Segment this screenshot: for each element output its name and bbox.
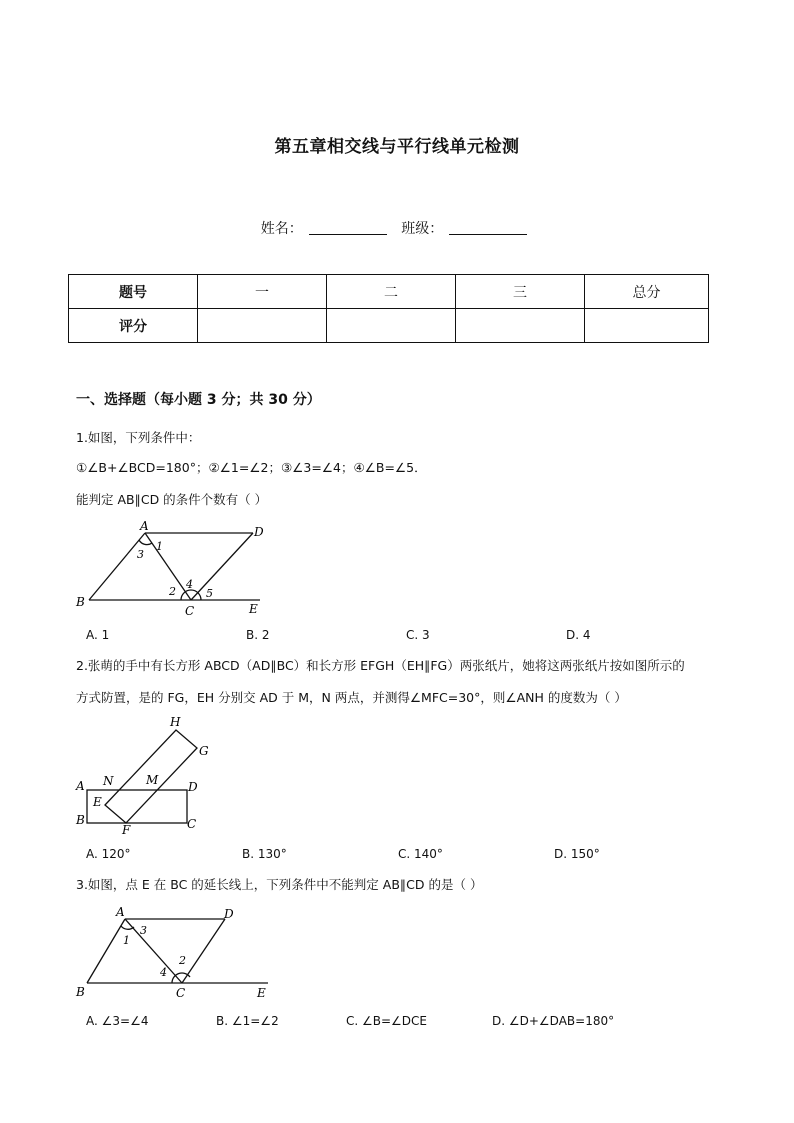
q2-label-g: G xyxy=(199,744,209,758)
section-heading: 一、选择题（每小题 3 分；共 30 分） xyxy=(76,392,321,408)
q1-option-b[interactable]: B. 2 xyxy=(246,628,270,642)
cell-total: 总分 xyxy=(585,275,709,309)
q1-line-ab xyxy=(89,533,145,600)
q1-angle-4: 4 xyxy=(186,578,193,591)
cell-question-no: 题号 xyxy=(69,275,198,309)
q3-line-cd xyxy=(182,919,225,983)
q2-line2: 方式防置，是的 FG，EH 分别交 AD 于 M，N 两点，并测得∠MFC=30°，则∠ANH 的度数为（ ） xyxy=(76,690,627,705)
q3-option-d[interactable]: D. ∠D+∠DAB=180° xyxy=(492,1014,615,1028)
q1-angle-5: 5 xyxy=(206,587,213,600)
q3-option-b[interactable]: B. ∠1=∠2 xyxy=(216,1014,279,1028)
q3-label-c: C xyxy=(176,986,186,1000)
q2-label-e: E xyxy=(93,795,102,809)
q2-label-c: C xyxy=(187,817,197,831)
q1-figure xyxy=(70,518,270,618)
q3-label-a: A xyxy=(116,905,125,919)
q2-label-n: N xyxy=(103,774,114,788)
q3-line-ac xyxy=(125,919,182,983)
q3-label-d: D xyxy=(224,907,234,921)
score-table-score-row xyxy=(69,309,709,343)
q3-angle-4: 4 xyxy=(160,966,167,979)
q1-option-c[interactable]: C. 3 xyxy=(406,628,430,642)
q3-option-c[interactable]: C. ∠B=∠DCE xyxy=(346,1014,428,1028)
name-blank[interactable] xyxy=(309,220,387,235)
q1-label-e: E xyxy=(249,602,258,616)
q3-line-ab xyxy=(87,919,125,983)
q3-angle-2: 2 xyxy=(179,954,186,967)
cell-part-1: 一 xyxy=(198,275,327,309)
q2-label-h: H xyxy=(170,715,181,729)
q2-label-m: M xyxy=(146,773,159,787)
q2-option-c[interactable]: C. 140° xyxy=(398,847,443,861)
score-input-total[interactable] xyxy=(585,309,709,343)
q2-rect-abcd xyxy=(87,790,187,823)
q1-label-c: C xyxy=(185,604,195,618)
q1-label-a: A xyxy=(140,519,149,533)
q1-angle-2: 2 xyxy=(169,585,176,598)
q2-line1: 2.张萌的手中有长方形 ABCD（AD∥BC）和长方形 EFGH（EH∥FG）两张纸片，她将这两张纸片按如图所示的 xyxy=(76,658,685,673)
q3-figure xyxy=(70,902,275,1002)
q1-line-cd xyxy=(191,533,253,600)
cell-score-label: 评分 xyxy=(69,309,198,343)
q2-option-d[interactable]: D. 150° xyxy=(554,847,600,861)
score-input-2[interactable] xyxy=(327,309,456,343)
score-input-3[interactable] xyxy=(456,309,585,343)
q1-option-a[interactable]: A. 1 xyxy=(86,628,110,642)
cell-part-3: 三 xyxy=(456,275,585,309)
q1-line3: 能判定 AB∥CD 的条件个数有（ ） xyxy=(76,492,268,507)
q3-angle-1: 1 xyxy=(123,934,130,947)
q1-line1: 1.如图，下列条件中： xyxy=(76,430,201,445)
q2-label-a: A xyxy=(76,779,85,793)
q3-angle-3: 3 xyxy=(140,924,147,937)
q1-line2: ①∠B+∠BCD=180°；②∠1=∠2；③∠3=∠4；④∠B=∠5． xyxy=(76,460,427,475)
q1-angle-1: 1 xyxy=(156,540,163,553)
q3-line1: 3.如图，点 E 在 BC 的延长线上，下列条件中不能判定 AB∥CD 的是（ ） xyxy=(76,877,483,892)
cell-part-2: 二 xyxy=(327,275,456,309)
q3-option-a[interactable]: A. ∠3=∠4 xyxy=(86,1014,149,1028)
name-label: 姓名： xyxy=(260,221,303,237)
page-title: 第五章相交线与平行线单元检测 xyxy=(274,137,520,157)
name-class-row xyxy=(0,218,794,238)
score-table-header-row xyxy=(69,275,709,309)
q2-label-f: F xyxy=(122,823,131,837)
q1-label-b: B xyxy=(76,595,85,609)
score-table xyxy=(68,274,709,343)
q1-label-d: D xyxy=(254,525,264,539)
score-input-1[interactable] xyxy=(198,309,327,343)
class-label: 班级： xyxy=(401,221,444,237)
q2-option-b[interactable]: B. 130° xyxy=(242,847,287,861)
class-blank[interactable] xyxy=(449,220,527,235)
q3-label-e: E xyxy=(257,986,266,1000)
q2-option-a[interactable]: A. 120° xyxy=(86,847,131,861)
q2-figure xyxy=(70,710,220,840)
q1-option-d[interactable]: D. 4 xyxy=(566,628,591,642)
q2-label-b: B xyxy=(76,813,85,827)
q1-angle-3: 3 xyxy=(137,548,144,561)
q3-label-b: B xyxy=(76,985,85,999)
q2-label-d: D xyxy=(188,780,198,794)
